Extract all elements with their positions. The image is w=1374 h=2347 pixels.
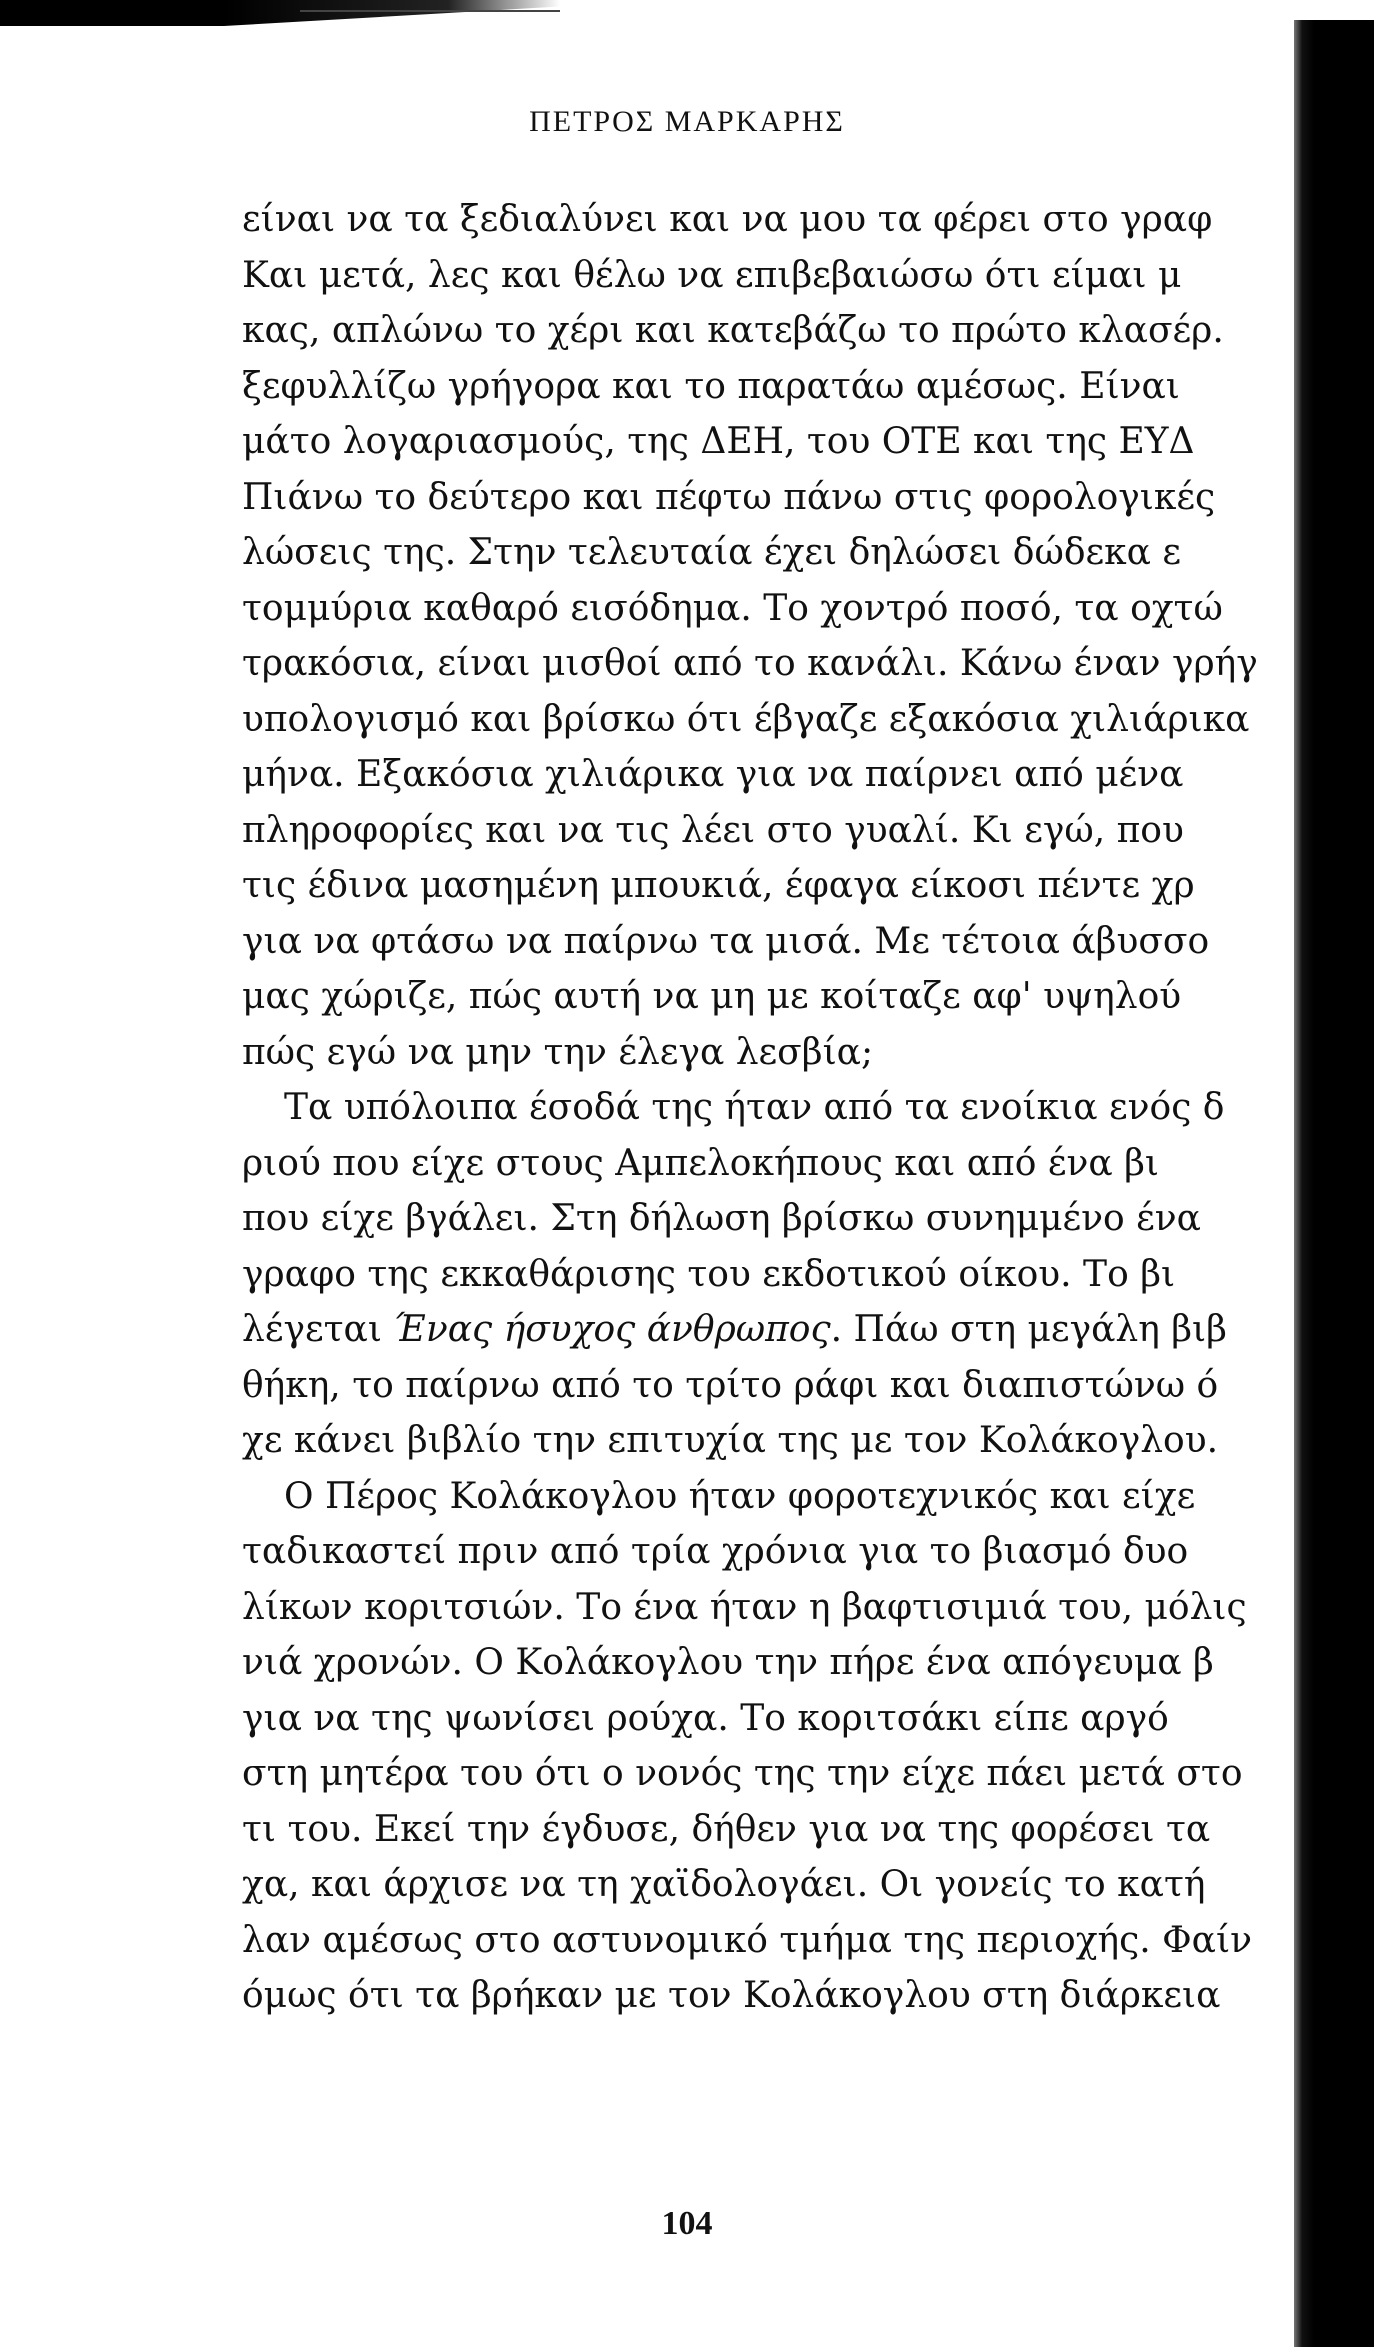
text-line: τρακόσια, είναι μισθοί από το κανάλι. Κάνω έναν γρήγ [242, 643, 1258, 684]
text-line: για να φτάσω να παίρνω τα μισά. Με τέτοια άβυσσο [242, 920, 1210, 962]
text-line: για να της ψωνίσει ρούχα. Το κοριτσάκι είπε αργό [242, 1697, 1169, 1739]
text-line: λώσεις της. Στην τελευταία έχει δηλώσει δώδεκα ε [242, 532, 1182, 573]
text-line: πληροφορίες και να τις λέει στο γυαλί. Κι εγώ, που [242, 809, 1184, 851]
scan-edge-line [300, 10, 560, 12]
text-run: λέγεται [242, 1309, 394, 1350]
text-line: τι του. Εκεί την έγδυσε, δήθεν για να της φορέσει τα [242, 1808, 1211, 1850]
text-line: μήνα. Εξακόσια χιλιάρικα για να παίρνει από μένα [242, 754, 1184, 795]
text-line: υπολογισμό και βρίσκω ότι έβγαζε εξακόσια χιλιάρικα [242, 698, 1250, 740]
text-line: τις έδινα μασημένη μπουκιά, έφαγα είκοσι πέντε χρ [242, 865, 1195, 906]
text-line: μας χώριζε, πώς αυτή να μη με κοίταζε αφ' υψηλού [242, 976, 1182, 1017]
text-line: είναι να τα ξεδιαλύνει και να μου τα φέρει στο γραφ [242, 199, 1213, 240]
running-head: ΠΕΤΡΟΣ ΜΑΡΚΑΡΗΣ [529, 105, 845, 138]
text-line: όμως ότι τα βρήκαν με τον Κολάκογλου στη διάρκεια [242, 1975, 1221, 2016]
text-line: Τα υπόλοιπα έσοδά της ήταν από τα ενοίκια ενός δ [284, 1087, 1225, 1128]
text-line: νιά χρονών. Ο Κολάκογλου την πήρε ένα απόγευμα β [242, 1642, 1214, 1683]
text-line: πώς εγώ να μην την έλεγα λεσβία; [242, 1031, 874, 1073]
text-line: χα, και άρχισε να τη χαϊδολογάει. Οι γονείς το κατή [242, 1864, 1206, 1905]
text-line: ριού που είχε στους Αμπελοκήπους και από ένα βι [242, 1142, 1160, 1184]
text-line: στη μητέρα του ότι ο νονός της την είχε πάει μετά στο [242, 1753, 1243, 1794]
text-line: χε κάνει βιβλίο την επιτυχία της με τον Κολάκογλου. [242, 1420, 1219, 1461]
page-number: 104 [661, 2205, 713, 2242]
text-line: Ο Πέρος Κολάκογλου ήταν φοροτεχνικός και είχε [284, 1475, 1196, 1517]
text-line: θήκη, το παίρνω από το τρίτο ράφι και διαπιστώνω ό [242, 1364, 1219, 1406]
text-line: λίκων κοριτσιών. Το ένα ήταν η βαφτισιμιά του, μόλις [242, 1586, 1247, 1628]
text-line: κας, απλώνω το χέρι και κατεβάζω το πρώτο κλασέρ. [242, 310, 1224, 351]
text-line: Και μετά, λες και θέλω να επιβεβαιώσω ότι είμαι μ [242, 254, 1182, 296]
text-line: ξεφυλλίζω γρήγορα και το παρατάω αμέσως. Είναι [242, 365, 1180, 407]
text-line [242, 1302, 1294, 1358]
body-text [242, 192, 1294, 2062]
text-line: Πιάνω το δεύτερο και πέφτω πάνω στις φορολογικές [242, 476, 1216, 518]
text-line: μάτο λογαριασμούς, της ΔΕΗ, του ΟΤΕ και της ΕΥΔ [242, 421, 1195, 462]
scan-edge-shadow [0, 0, 560, 26]
text-line: γραφο της εκκαθάρισης του εκδοτικού οίκου. Το βι [242, 1253, 1176, 1295]
text-line: ταδικαστεί πριν από τρία χρόνια για το βιασμό δυο [242, 1531, 1189, 1572]
book-gutter-shadow [1294, 20, 1374, 2347]
text-line: που είχε βγάλει. Στη δήλωση βρίσκω συνημμένο ένα [242, 1198, 1201, 1239]
book-title-italic: Ένας ήσυχος άνθρωπος [393, 1309, 831, 1350]
text-line: τομμύρια καθαρό εισόδημα. Το χοντρό ποσό, τα οχτώ [242, 587, 1223, 629]
text-line: λαν αμέσως στο αστυνομικό τμήμα της περιοχής. Φαίν [242, 1919, 1252, 1961]
text-run: . Πάω στη μεγάλη βιβ [830, 1309, 1227, 1350]
